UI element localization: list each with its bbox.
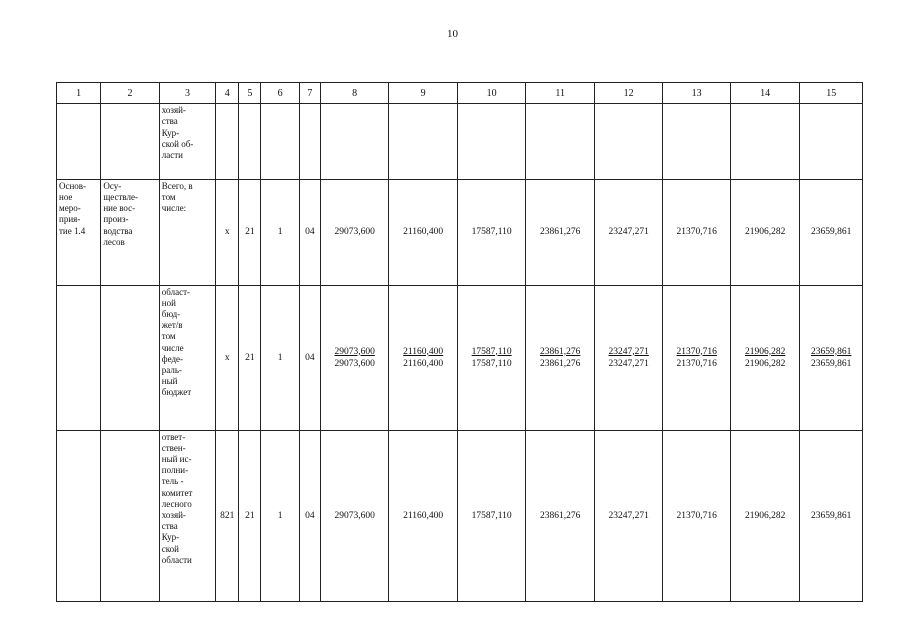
table-row-total bbox=[57, 179, 863, 285]
code-cell: x bbox=[216, 285, 239, 430]
value-top: 23247,271 bbox=[608, 346, 649, 357]
col-header: 4 bbox=[216, 83, 239, 104]
value-cell: 21160,400 bbox=[389, 430, 458, 601]
col-header: 12 bbox=[594, 83, 663, 104]
value-cell-pair bbox=[389, 285, 458, 430]
value-bottom: 23659,861 bbox=[811, 358, 852, 369]
value-top: 23659,861 bbox=[811, 346, 852, 357]
table-row-continuation bbox=[57, 104, 863, 180]
code-cell: 1 bbox=[261, 285, 299, 430]
page-number: 10 bbox=[447, 28, 458, 40]
code-cell: 21 bbox=[239, 285, 261, 430]
value-cell: 23247,271 bbox=[594, 179, 663, 285]
header-row bbox=[57, 83, 863, 104]
value-cell-pair bbox=[320, 285, 389, 430]
value-cell: 17587,110 bbox=[457, 179, 526, 285]
col-header: 8 bbox=[320, 83, 389, 104]
value-cell: 21160,400 bbox=[389, 179, 458, 285]
col-header: 3 bbox=[159, 83, 215, 104]
value-cell-pair bbox=[594, 285, 663, 430]
value-top: 29073,600 bbox=[334, 346, 375, 357]
source-cell: хозяй- ства Кур- ской об- ласти bbox=[159, 104, 215, 180]
col-header: 13 bbox=[663, 83, 731, 104]
col-header: 2 bbox=[101, 83, 159, 104]
value-cell: 21370,716 bbox=[663, 179, 731, 285]
table-row-responsible bbox=[57, 430, 863, 601]
code-cell: 1 bbox=[261, 179, 299, 285]
col-header: 1 bbox=[57, 83, 101, 104]
code-cell: 04 bbox=[299, 179, 320, 285]
measure-cell: Основ- ное меро- прия- тие 1.4 bbox=[57, 179, 101, 285]
value-cell-pair bbox=[730, 285, 800, 430]
col-header: 11 bbox=[526, 83, 595, 104]
value-bottom: 21160,400 bbox=[403, 358, 444, 369]
col-header: 9 bbox=[389, 83, 458, 104]
value-cell: 29073,600 bbox=[320, 430, 389, 601]
value-bottom: 23247,271 bbox=[608, 358, 649, 369]
value-cell-pair bbox=[526, 285, 595, 430]
code-cell: 04 bbox=[299, 285, 320, 430]
code-cell: 1 bbox=[261, 430, 299, 601]
col-header: 6 bbox=[261, 83, 299, 104]
col-header: 10 bbox=[457, 83, 526, 104]
value-bottom: 21370,716 bbox=[676, 358, 717, 369]
value-bottom: 21906,282 bbox=[744, 358, 786, 369]
value-top: 17587,110 bbox=[471, 346, 512, 357]
value-top: 21160,400 bbox=[403, 346, 444, 357]
value-cell-pair bbox=[800, 285, 863, 430]
value-bottom: 29073,600 bbox=[334, 358, 375, 369]
code-cell: 21 bbox=[239, 430, 261, 601]
table-row-regional-budget bbox=[57, 285, 863, 430]
code-cell: 821 bbox=[216, 430, 239, 601]
value-cell: 21370,716 bbox=[663, 430, 731, 601]
col-header: 14 bbox=[730, 83, 800, 104]
source-cell: ответ- ствен- ный ис- полни- тель - комитет лесного хозяй- ства Кур- ской области bbox=[159, 430, 215, 601]
value-top: 21370,716 bbox=[676, 346, 717, 357]
value-bottom: 17587,110 bbox=[471, 358, 512, 369]
col-header: 5 bbox=[239, 83, 261, 104]
value-top: 21906,282 bbox=[744, 346, 786, 357]
code-cell: 04 bbox=[299, 430, 320, 601]
source-cell: Всего, в том числе: bbox=[159, 179, 215, 285]
value-cell: 23659,861 bbox=[800, 430, 863, 601]
code-cell: 21 bbox=[239, 179, 261, 285]
col-header: 7 bbox=[299, 83, 320, 104]
value-cell: 23659,861 bbox=[800, 179, 863, 285]
value-cell: 23861,276 bbox=[526, 179, 595, 285]
value-cell: 21906,282 bbox=[730, 179, 800, 285]
value-bottom: 23861,276 bbox=[539, 358, 581, 369]
value-cell: 17587,110 bbox=[457, 430, 526, 601]
source-cell: област- ной бюд- жет/в том числе феде- раль- ный бюджет bbox=[159, 285, 215, 430]
budget-table bbox=[56, 82, 863, 602]
activity-cell: Осу- ществле- ние вос- произ- водства лесов bbox=[101, 179, 159, 285]
value-cell: 23861,276 bbox=[526, 430, 595, 601]
value-cell: 29073,600 bbox=[320, 179, 389, 285]
value-cell-pair bbox=[457, 285, 526, 430]
col-header: 15 bbox=[800, 83, 863, 104]
code-cell: x bbox=[216, 179, 239, 285]
value-cell-pair bbox=[663, 285, 731, 430]
value-cell: 21906,282 bbox=[730, 430, 800, 601]
value-top: 23861,276 bbox=[539, 346, 581, 357]
value-cell: 23247,271 bbox=[594, 430, 663, 601]
